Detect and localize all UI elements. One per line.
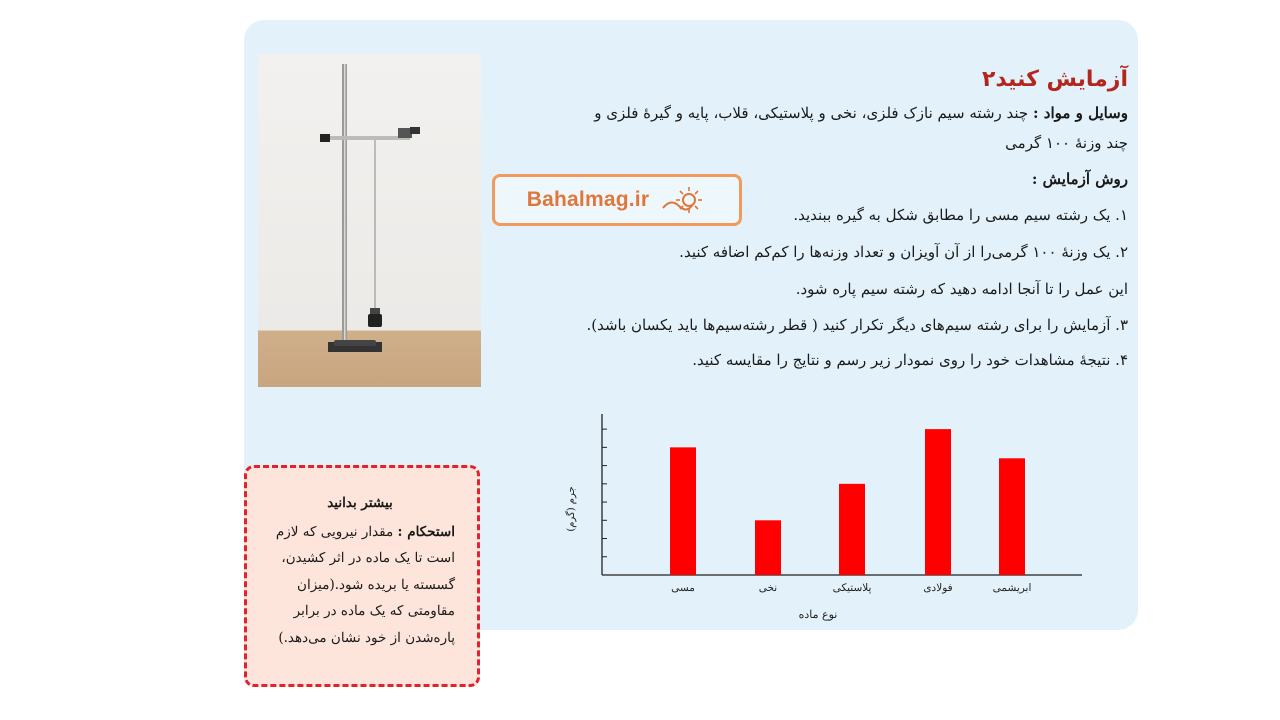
info-line-2: است تا یک ماده در اثر کشیدن، (281, 550, 455, 566)
info-line-1: مقدار نیرویی که لازم (275, 523, 394, 540)
chart-bars (670, 429, 1025, 575)
chart-labels (671, 582, 1031, 594)
x-tick-label-0: مسی (671, 582, 695, 594)
bar-2 (839, 484, 865, 575)
lab-stand-photo (258, 54, 481, 387)
step-2-continued: این عمل را تا آنجا ادامه دهید که رشته سیم پاره شود. (795, 280, 1128, 298)
watermark-badge (492, 174, 742, 226)
info-box-title: بیشتر بدانید (327, 495, 393, 511)
activity-title: آزمایش کنید۲ (981, 67, 1128, 92)
info-line-3: گسسته یا بریده شود.(میزان (297, 576, 455, 593)
info-line-4: مقاومتی که یک ماده در برابر (293, 603, 455, 619)
lab-stand-image (258, 54, 481, 387)
x-tick-label-2: پلاستیکی (832, 582, 872, 594)
more-info-box (244, 465, 480, 687)
sun-logo-icon (659, 184, 707, 216)
strength-bar-chart (540, 408, 1100, 628)
materials-line-2: چند وزنهٔ ۱۰۰ گرمی (1005, 134, 1128, 152)
step-3: ۳. آزمایش را برای رشته سیم‌های دیگر تکرار کنید ( قطر رشته‌سیم‌ها باید یکسان باشد). (586, 316, 1128, 334)
method-label-text: روش آزمایش : (1031, 170, 1128, 188)
materials-text: چند رشته سیم نازک فلزی، نخی و پلاستیکی، قلاب، پایه و گیرهٔ فلزی و (594, 104, 1029, 122)
x-tick-label-1: نخی (758, 582, 778, 594)
materials-line (500, 98, 1128, 128)
info-line-5: پاره‌شدن از خود نشان می‌دهد.) (278, 629, 455, 646)
x-tick-label-4: ابریشمی (992, 582, 1032, 594)
step-2: ۲. یک وزنهٔ ۱۰۰ گرمی‌را از آن آویزان و تعداد وزنه‌ها را کم‌کم اضافه کنید. (679, 243, 1128, 261)
step-4: ۴. نتیجهٔ مشاهدات خود را روی نمودار زیر رسم و نتایج را مقایسه کنید. (692, 351, 1128, 369)
bar-0 (670, 447, 696, 575)
watermark-text: Bahalmag.ir (526, 188, 650, 211)
step-1: ۱. یک رشته سیم مسی را مطابق شکل به گیره ببندید. (793, 206, 1128, 224)
x-tick-label-3: فولادی (923, 582, 953, 594)
chart-x-axis-label: نوع ماده (798, 608, 838, 621)
chart-y-axis-label: جرم (گرم) (566, 486, 577, 532)
materials-label: وسایل و مواد : (1033, 104, 1128, 122)
bar-1 (755, 520, 781, 575)
info-term: استحکام : (397, 523, 455, 540)
bar-4 (999, 458, 1025, 575)
info-definition-line (265, 519, 455, 546)
bar-3 (925, 429, 951, 575)
